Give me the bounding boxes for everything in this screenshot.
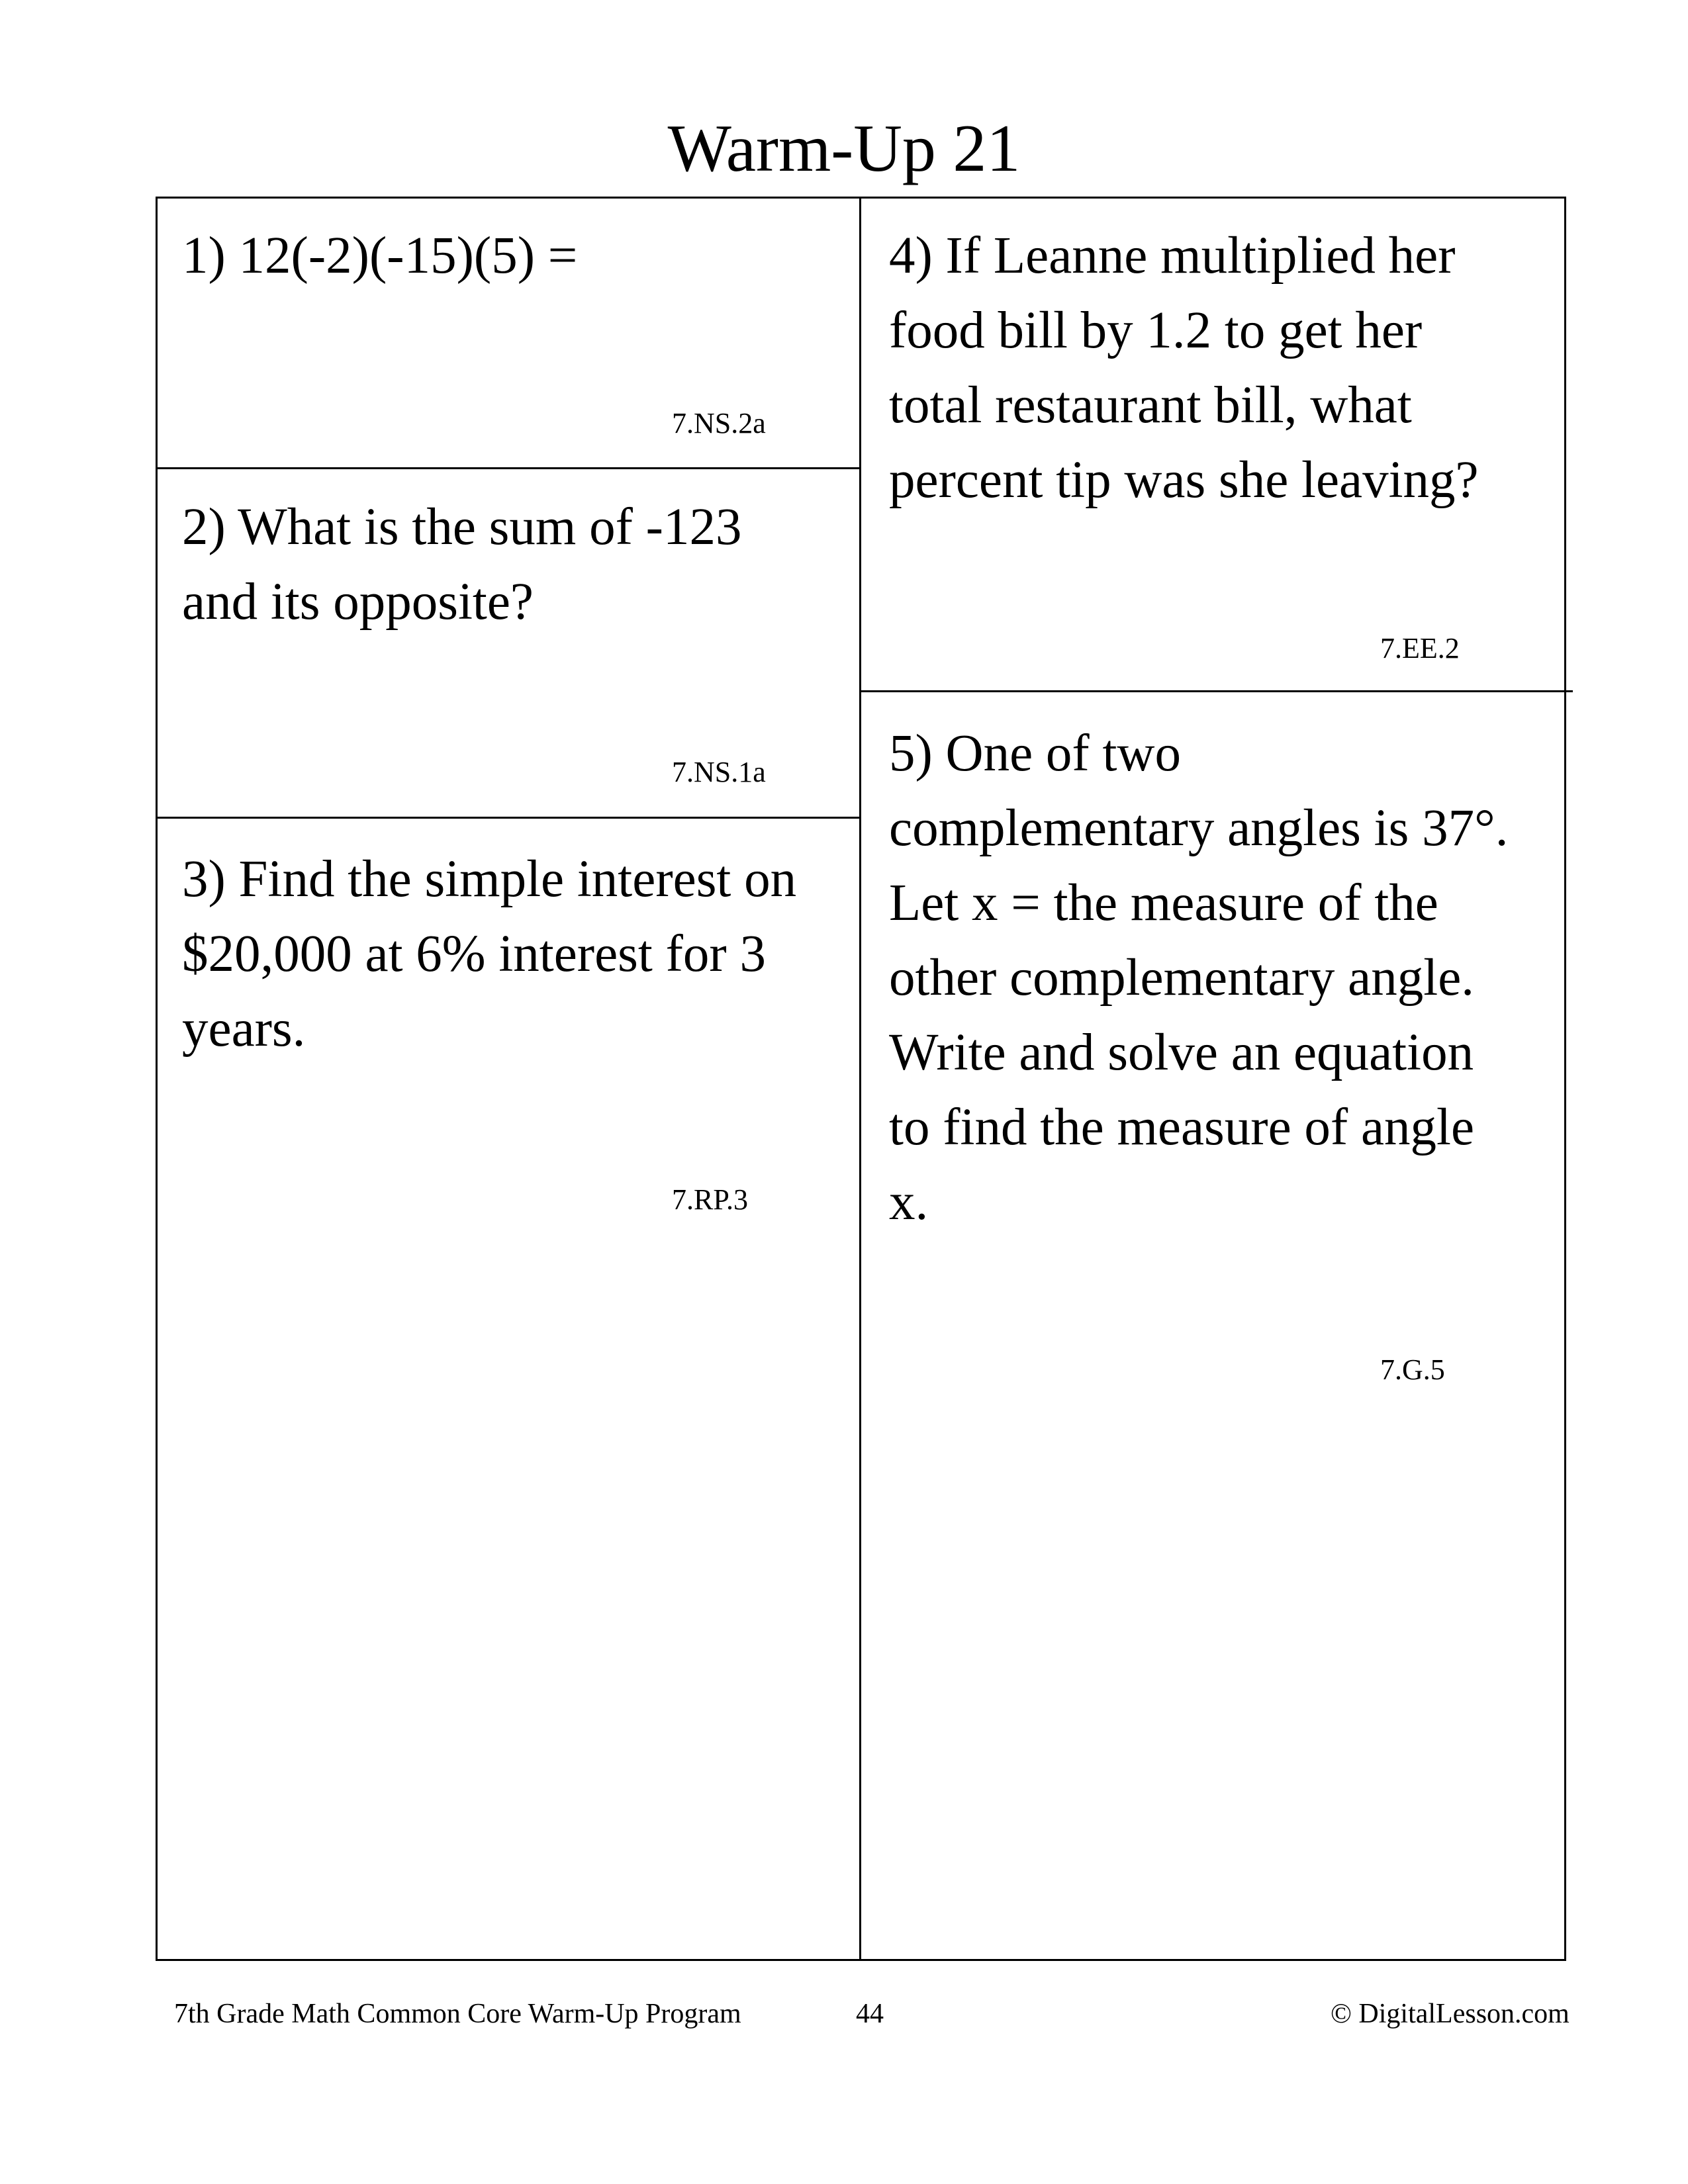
problem-5-line-3: Let x = the measure of the [889,874,1438,932]
problem-5-line-1: 5) One of two [889,725,1181,782]
row-divider-3 [859,690,1573,692]
problem-4-line-1: 4) If Leanne multiplied her [889,227,1456,285]
problem-4-line-2: food bill by 1.2 to get her [889,302,1423,359]
problem-5-line-4: other complementary angle. [889,949,1475,1007]
footer-page-number: 44 [856,1999,884,2029]
footer-program: 7th Grade Math Common Core Warm-Up Program [174,1999,741,2029]
problem-5-line-5: Write and solve an equation [889,1024,1474,1081]
problem-3-line-1: 3) Find the simple interest on [182,850,797,908]
problem-3-line-3: years. [182,1000,306,1058]
page-title: Warm-Up 21 [667,111,1021,186]
problem-4-line-4: percent tip was she leaving? [889,451,1479,509]
row-divider-2 [156,817,861,819]
problem-1-line-1: 1) 12(-2)(-15)(5) = [182,227,578,285]
row-divider-1 [156,467,861,469]
problem-2-line-2: and its opposite? [182,573,534,631]
problem-5-standard: 7.G.5 [1380,1353,1445,1386]
problem-3-standard: 7.RP.3 [672,1183,748,1216]
footer-copyright: © DigitalLesson.com [1331,1999,1570,2029]
problem-3-line-2: $20,000 at 6% interest for 3 [182,925,766,983]
problem-5-line-7: x. [889,1173,929,1231]
problem-4-standard: 7.EE.2 [1380,632,1460,664]
problem-5-line-2: complementary angles is 37°. [889,799,1509,857]
problem-2-line-1: 2) What is the sum of -123 [182,498,742,556]
problem-2-standard: 7.NS.1a [672,756,766,788]
problem-4-line-3: total restaurant bill, what [889,377,1412,434]
problem-5-line-6: to find the measure of angle [889,1099,1475,1156]
problem-1-standard: 7.NS.2a [672,407,766,439]
column-divider [859,197,861,1961]
